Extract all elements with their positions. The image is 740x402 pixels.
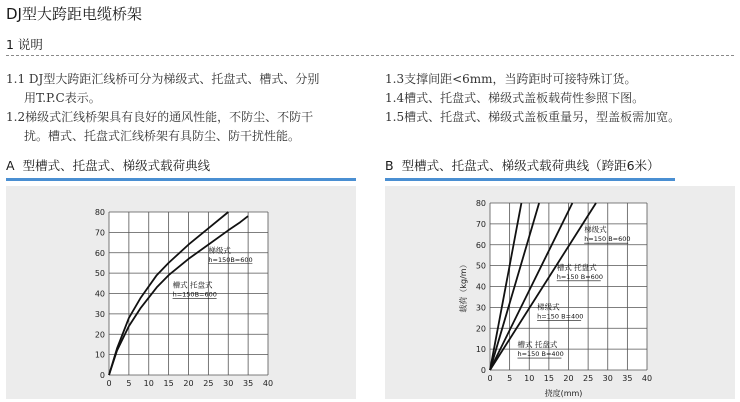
chart-a-ytick-label-5: 50 — [94, 269, 105, 279]
chart-b-plot — [385, 186, 735, 399]
chart-b-annotation-0-name: 梯级式 — [584, 225, 607, 235]
chart-b-xlabel: 挠度(mm) — [544, 389, 583, 398]
chart-b-ytick-label-2: 20 — [475, 324, 486, 334]
page-title: DJ型大跨距电缆桥架 — [6, 5, 142, 23]
chart-a-annotation-1-name: 槽式 托盘式 — [172, 280, 213, 290]
chart-b-tag: B — [385, 158, 394, 173]
chart-b-ytick-label-7: 70 — [475, 219, 486, 229]
chart-a-xtick-label-0: 0 — [106, 379, 112, 388]
chart-a-xtick-label-7: 35 — [243, 379, 254, 388]
chart-a-panel — [6, 186, 356, 399]
chart-a-title: 型槽式、托盘式、梯级式载荷典线 — [22, 158, 211, 173]
chart-a-ytick-label-8: 80 — [94, 208, 105, 217]
desc-item-1-line-1: 1.1 DJ型大跨距汇线桥可分为梯级式、托盘式、槽式、分别 — [6, 72, 320, 86]
desc-item-4: 1.4槽式、托盘式、梯级式盖板载荷性参照下图。 — [385, 91, 645, 105]
chart-b-ytick-label-3: 30 — [475, 303, 486, 313]
chart-b-ytick-label-4: 40 — [475, 282, 486, 292]
chart-b-ylabel: 载荷（kg/m） — [459, 260, 468, 313]
chart-a-ytick-label-0: 0 — [99, 371, 105, 380]
chart-a-tag: A — [6, 158, 15, 173]
chart-b-xtick-label-4: 20 — [563, 374, 574, 383]
chart-a-plot — [6, 186, 356, 399]
chart-a-heading — [6, 156, 210, 174]
chart-b-title: 型槽式、托盘式、梯级式载荷典线（跨距6米） — [401, 158, 660, 173]
chart-a-xtick-label-2: 10 — [143, 379, 154, 388]
chart-b-xtick-label-7: 35 — [622, 374, 633, 383]
chart-b-xtick-label-5: 25 — [583, 374, 594, 383]
chart-a-ytick-label-6: 60 — [94, 248, 105, 258]
chart-a-ytick-label-1: 10 — [94, 350, 105, 360]
chart-b-annotation-1-sub: h=150 B=600 — [556, 272, 604, 281]
chart-a-annotation-0-name: 梯级式 — [208, 245, 231, 255]
chart-a-annotation-1-sub: h=150B=600 — [172, 290, 217, 299]
chart-b-annotation-2-sub: h=150 B=400 — [537, 312, 584, 321]
desc-item-1-line-2: 用T.P.C表示。 — [24, 91, 101, 105]
chart-a-underline — [6, 178, 356, 181]
chart-b-annotation-2-name: 梯级式 — [537, 302, 560, 312]
chart-b-xtick-label-1: 5 — [507, 374, 513, 383]
section-heading: 1 说明 — [6, 37, 43, 52]
chart-a-xtick-label-4: 20 — [183, 379, 194, 388]
description-left — [6, 70, 356, 146]
chart-b-xtick-label-8: 40 — [641, 374, 653, 383]
chart-a-xtick-label-5: 25 — [203, 379, 214, 388]
chart-a-xtick-label-1: 5 — [126, 379, 132, 388]
chart-b-xtick-label-6: 30 — [602, 374, 613, 383]
chart-a-ytick-label-2: 20 — [94, 330, 105, 340]
desc-item-5: 1.5槽式、托盘式、梯级式盖板重量另，型盖板需加宽。 — [385, 110, 681, 124]
chart-b-annotation-3-name: 槽式 托盘式 — [517, 340, 558, 350]
chart-b-xtick-label-2: 10 — [524, 374, 535, 383]
desc-item-2-line-1: 1.2梯级式汇线桥架具有良好的通风性能，不防尘、不防干 — [6, 110, 314, 124]
chart-a-ytick-label-4: 40 — [94, 289, 105, 299]
chart-b-heading — [385, 156, 660, 174]
desc-item-3: 1.3支撑间距<6mm，当跨距时可接特殊订货。 — [385, 72, 637, 86]
chart-a-xtick-label-6: 30 — [223, 379, 234, 388]
chart-b-ytick-label-1: 10 — [475, 345, 486, 355]
chart-b-ytick-label-8: 80 — [475, 199, 486, 208]
chart-a-xtick-label-8: 40 — [262, 379, 274, 388]
section-divider — [6, 55, 734, 56]
chart-b-ytick-label-0: 0 — [480, 366, 486, 375]
chart-b-annotation-1-name: 槽式 托盘式 — [556, 262, 597, 272]
chart-a-xtick-label-3: 15 — [163, 379, 174, 388]
chart-a-ytick-label-3: 30 — [94, 309, 105, 319]
chart-b-annotation-3-sub: h=150 B=400 — [517, 350, 564, 359]
chart-b-annotation-0-sub: h=150 B=600 — [584, 235, 631, 244]
chart-b-ytick-label-5: 50 — [475, 261, 486, 271]
chart-b-xtick-label-0: 0 — [487, 374, 493, 383]
chart-b-ytick-label-6: 60 — [475, 240, 486, 250]
chart-a-annotation-0-sub: h=150B=600 — [208, 255, 253, 264]
desc-item-2-line-2: 扰。槽式、托盘式汇线桥架有具防尘、防干扰性能。 — [24, 129, 301, 143]
chart-b-xtick-label-3: 15 — [543, 374, 554, 383]
chart-b-panel — [385, 186, 735, 399]
chart-b-underline — [385, 178, 675, 181]
chart-a-ytick-label-7: 70 — [94, 228, 105, 238]
description-right — [385, 70, 735, 127]
